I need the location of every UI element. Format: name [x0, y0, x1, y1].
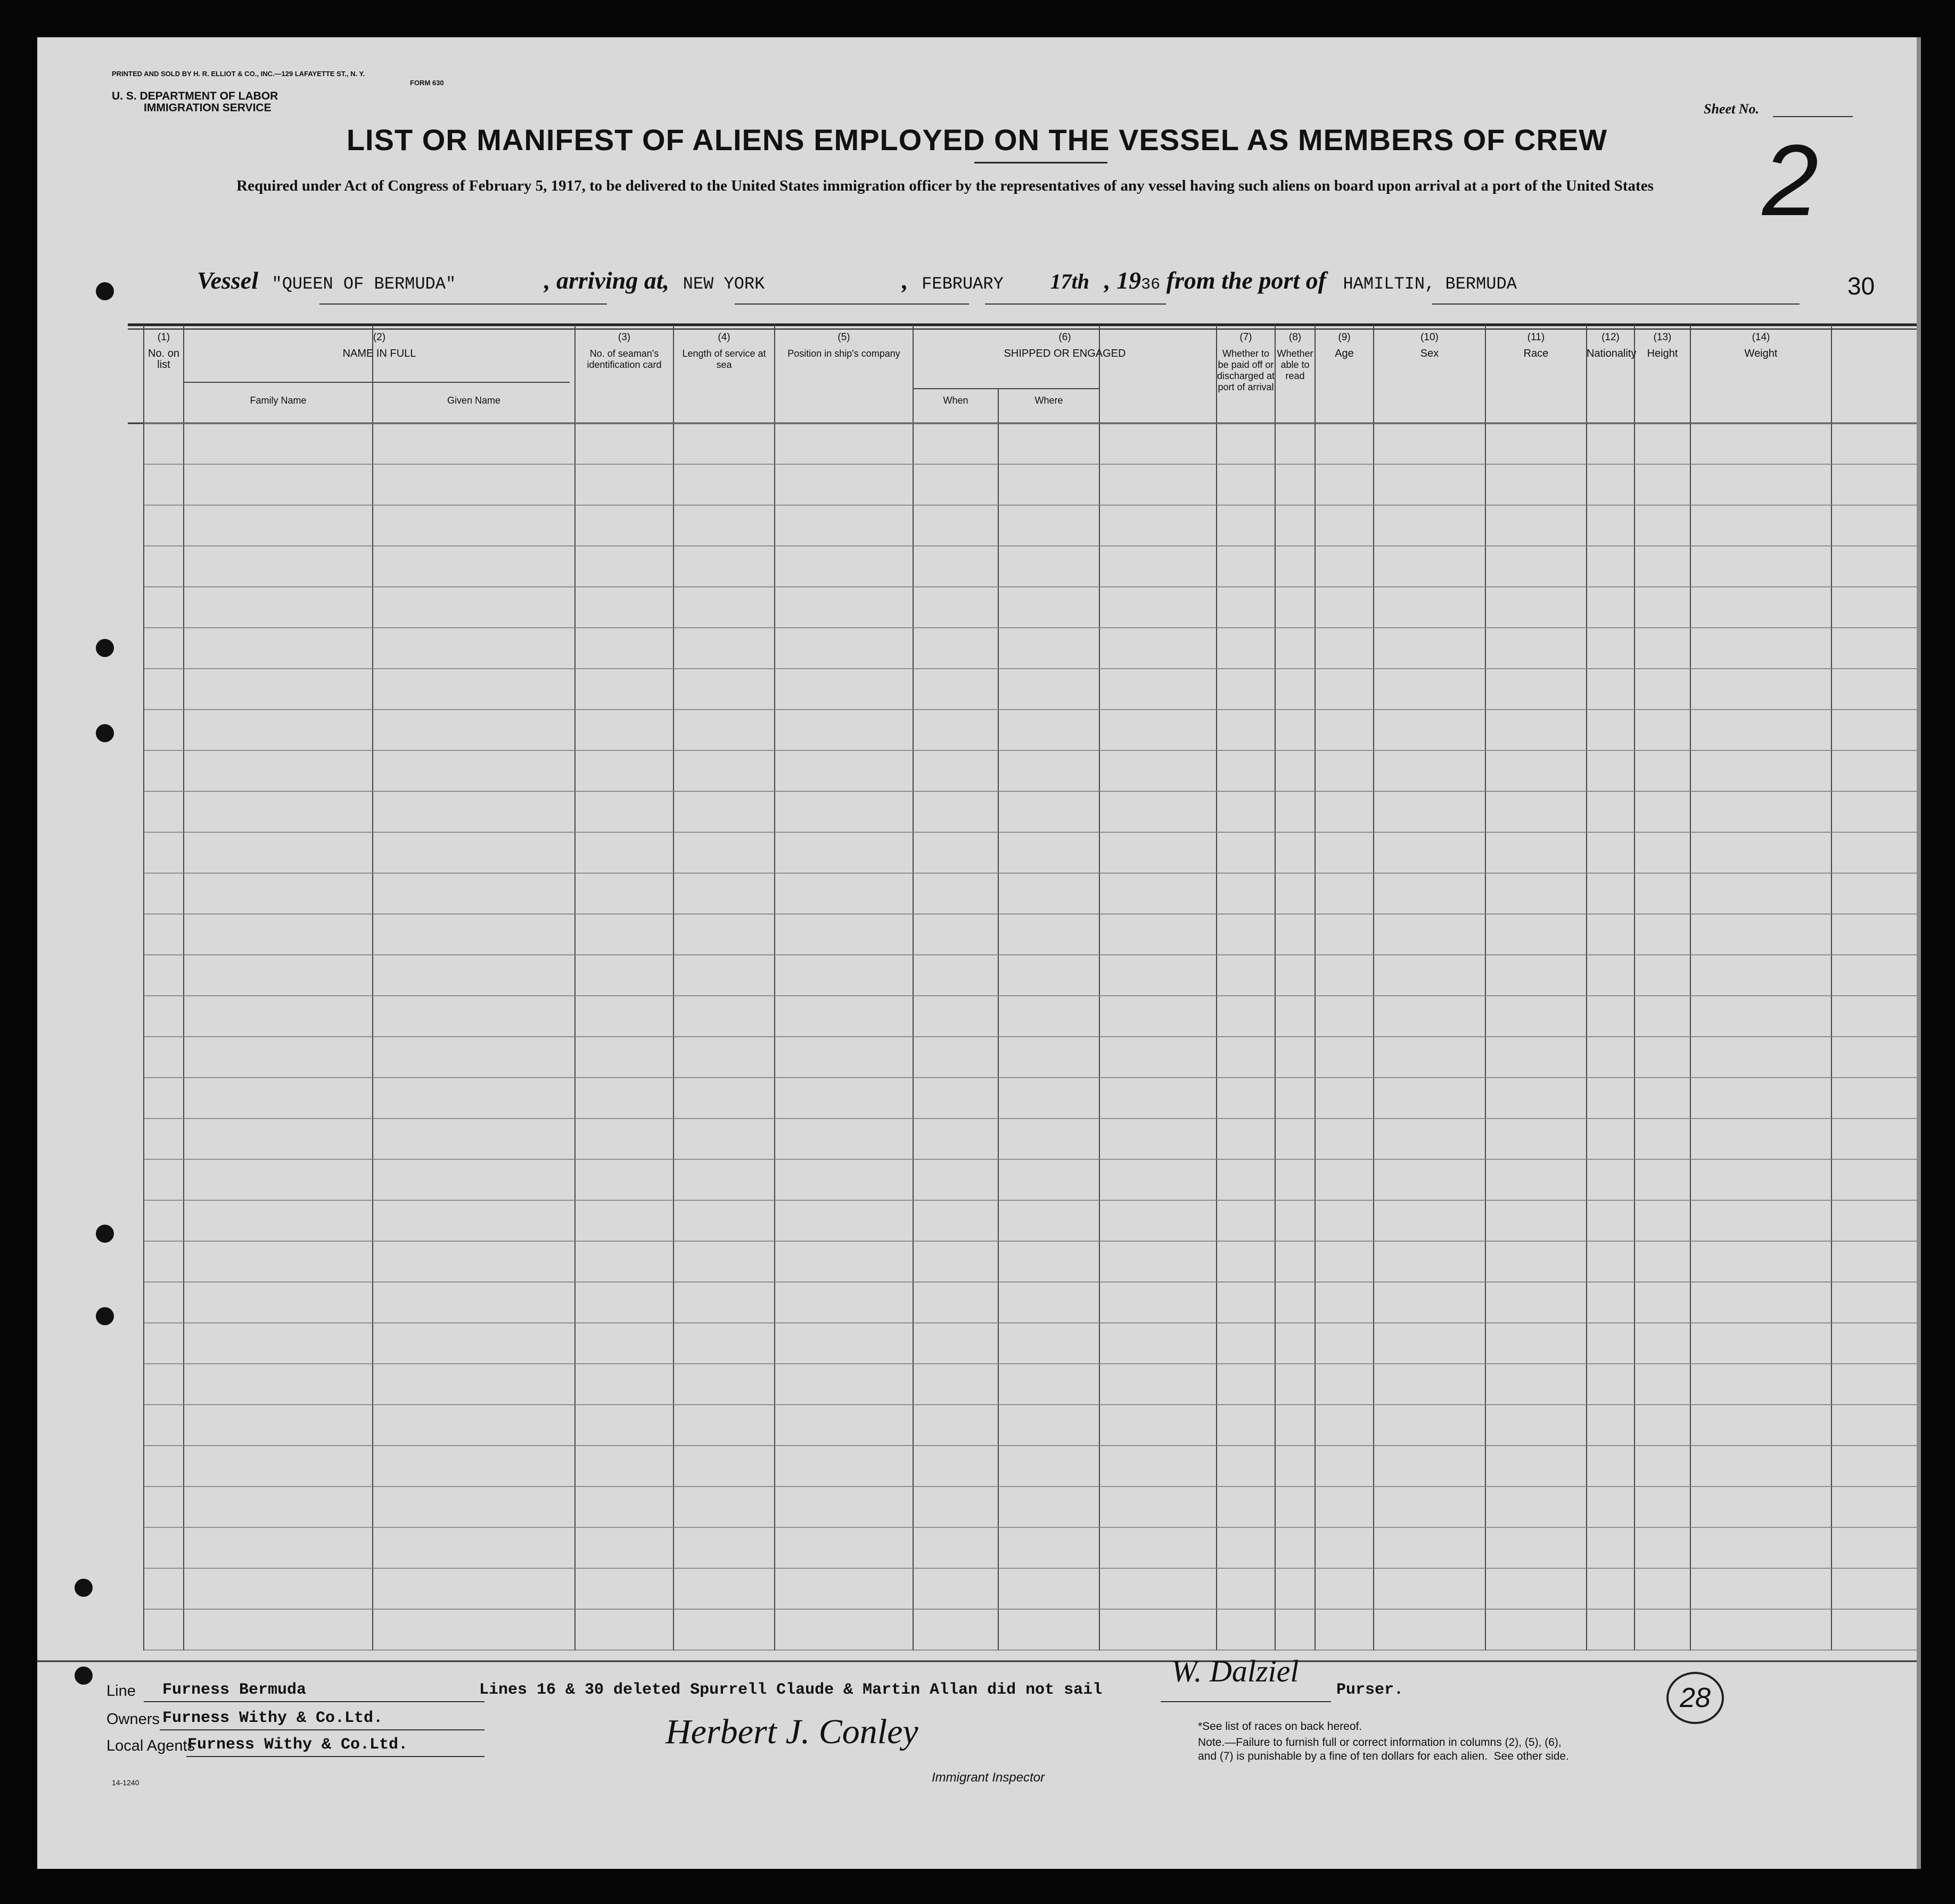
purser-label: Purser.: [1336, 1681, 1404, 1699]
column-label: Position in ship's company: [787, 348, 900, 359]
column-label: SHIPPED OR ENGAGED: [1004, 348, 1126, 359]
column-number: (14): [1752, 332, 1770, 343]
column-header-9: [1315, 332, 1374, 359]
column-number: (4): [718, 332, 730, 343]
races-note: *See list of races on back hereof.: [1198, 1720, 1362, 1733]
manifest-sheet: [37, 37, 1917, 1869]
form-title: LIST OR MANIFEST OF ALIENS EMPLOYED ON THE VESSEL AS MEMBERS OF CREW: [346, 123, 1608, 157]
column-header-4: [673, 332, 775, 371]
deletion-note: Lines 16 & 30 deleted Spurrell Claude & Martin Allan did not sail: [479, 1681, 1103, 1699]
column-label: No. of seaman's identification card: [587, 348, 662, 370]
arrival-year: 36: [1141, 276, 1161, 294]
arrival-port: NEW YORK: [683, 274, 765, 294]
column-label: Age: [1335, 348, 1354, 359]
vessel-line: Vessel "QUEEN OF BERMUDA" , arriving at, NEW YORK , FEBRUARY 17th , 1936 from the port of HAMILTIN, BERMUDA: [197, 266, 1609, 294]
column-number: (5): [837, 332, 850, 343]
column-number: (11): [1527, 332, 1545, 343]
column-subheader: Family Name: [250, 395, 307, 406]
column-header-5: [775, 332, 913, 359]
column-header-13: [1634, 332, 1690, 359]
column-number: (3): [618, 332, 631, 343]
column-number: (6): [1058, 332, 1071, 343]
column-label: Height: [1647, 348, 1678, 359]
column-subheader: Given Name: [447, 395, 501, 406]
inspector-label: Immigrant Inspector: [932, 1770, 1045, 1785]
owners-label: Owners: [106, 1711, 160, 1728]
column-header-11: [1485, 332, 1587, 359]
column-header-7: [1217, 332, 1275, 393]
margin-mark: 30: [1847, 272, 1875, 300]
agents-value: Furness Withy & Co.Ltd.: [187, 1736, 408, 1754]
column-label: NAME IN FULL: [342, 348, 416, 359]
column-header-8: [1275, 332, 1315, 382]
form-code: 14-1240: [112, 1778, 139, 1787]
column-number: (2): [373, 332, 386, 343]
column-label: Weight: [1744, 348, 1778, 359]
column-number: (10): [1420, 332, 1439, 343]
column-number: (13): [1653, 332, 1672, 343]
column-header-3: [575, 332, 673, 371]
arrival-day: 17th: [1050, 269, 1090, 293]
printer-imprint: PRINTED AND SOLD BY H. R. ELLIOT & CO., INC.—129 LAFAYETTE ST., N. Y. FORM 630: [112, 70, 444, 87]
circled-count: 28: [1666, 1672, 1724, 1724]
column-label: Nationality: [1587, 348, 1637, 359]
column-label: Race: [1523, 348, 1549, 359]
column-subheader: Where: [1034, 395, 1063, 406]
column-number: (7): [1239, 332, 1252, 343]
penalty-note: Note.—Failure to furnish full or correct information in columns (2), (5), (6), and (7) is punishable by a fine of ten dollars for each alien. See other side.: [1198, 1736, 1569, 1762]
department-heading: U. S. DEPARTMENT OF LABOR IMMIGRATION SERVICE: [112, 90, 278, 114]
column-header-6: [913, 332, 1217, 359]
column-label: Whether to be paid off or discharged at port of arrival: [1217, 348, 1275, 392]
line-value: Furness Bermuda: [162, 1681, 307, 1699]
form-subtitle: Required under Act of Congress of February 5, 1917, to be delivered to the United States immigration officer by the representatives of any vessel having such aliens on board upon arrival at a port of the United States: [236, 177, 1654, 194]
column-number: (12): [1601, 332, 1620, 343]
table-grid: [37, 37, 1917, 1869]
column-header-14: [1690, 332, 1831, 359]
sheet-number: 2: [1762, 124, 1819, 237]
column-label: Sex: [1420, 348, 1439, 359]
column-number: (1): [157, 332, 170, 343]
purser-signature: W. Dalziel: [1171, 1654, 1299, 1688]
column-subheader: When: [943, 395, 968, 406]
column-label: Whether able to read: [1277, 348, 1313, 381]
owners-value: Furness Withy & Co.Ltd.: [162, 1709, 383, 1727]
inspector-signature: Herbert J. Conley: [666, 1712, 918, 1751]
arrival-month: FEBRUARY: [922, 274, 1004, 294]
column-label: Length of service at sea: [682, 348, 766, 370]
column-header-1: [144, 332, 184, 371]
column-number: (8): [1288, 332, 1302, 343]
column-header-2: [184, 332, 575, 359]
line-label: Line: [106, 1683, 136, 1700]
column-header-12: [1587, 332, 1637, 359]
departure-port: HAMILTIN, BERMUDA: [1343, 274, 1517, 294]
column-number: (9): [1338, 332, 1351, 343]
sheet-number-label: Sheet No.: [1704, 101, 1759, 117]
column-header-10: [1374, 332, 1485, 359]
vessel-name: "QUEEN OF BERMUDA": [272, 274, 456, 294]
column-label: No. on list: [148, 348, 179, 371]
agents-label: Local Agents: [106, 1737, 195, 1754]
